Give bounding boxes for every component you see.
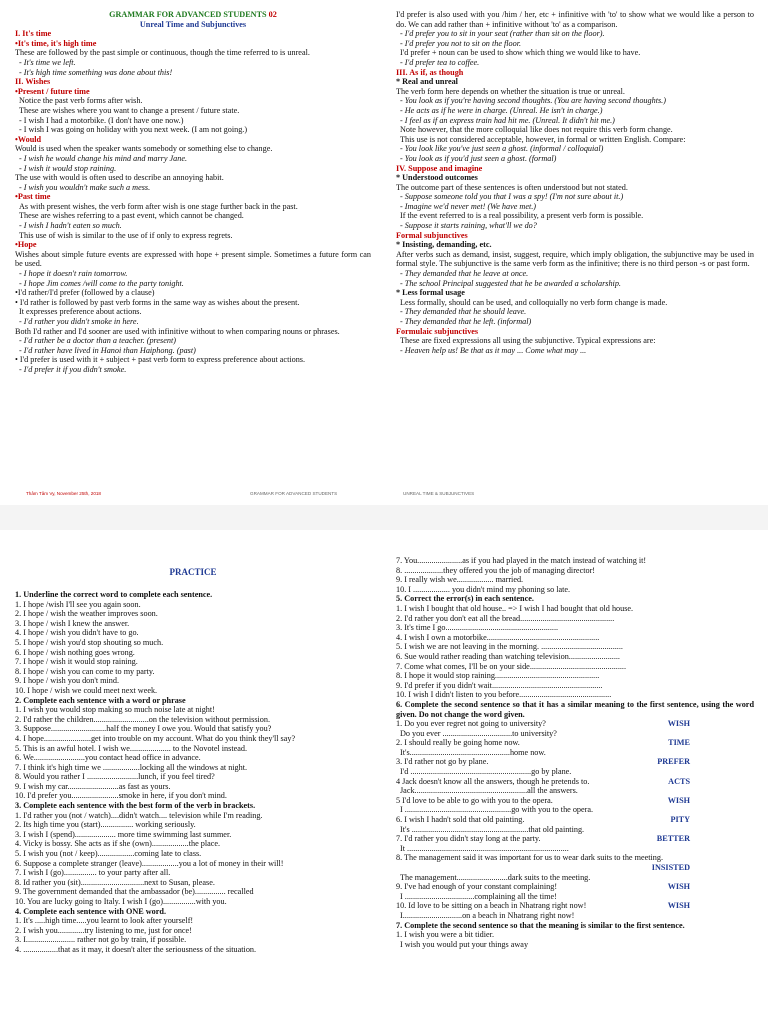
section-heading: I. It's time [15, 29, 52, 39]
text-line [396, 633, 754, 643]
text-line [396, 604, 754, 614]
text-line: It expresses preference about actions. [19, 307, 142, 317]
text-line: - I feel as if an express train had hit me. (Unreal. It didn't hit me.) [400, 115, 615, 125]
text-line [396, 815, 754, 825]
text-line: 1. I'd rather you (not / watch)....didn't watch.... television while I'm reading. [15, 810, 263, 820]
section-heading: IV. Suppose and imagine [396, 163, 483, 173]
line-text: 10. I .................. you didn't mind my phoning so late. [396, 584, 571, 594]
keyword [690, 575, 754, 585]
line-text: 1. I wish I bought that old house.. => I wish I had bought that old house. [396, 603, 634, 613]
keyword [690, 805, 754, 815]
text-line: - I wish I was going on holiday with you next week. (I am not going.) [19, 125, 248, 135]
line-text: It's .........................................................that old painting. [400, 824, 585, 834]
text-line: 4. I hope.......................get into trouble on my account. What do you think they'll say? [15, 733, 296, 743]
text-line: 2. I wish you.............try listening to me, just for once! [15, 925, 192, 935]
text-line [396, 585, 754, 595]
text-line [396, 921, 754, 931]
text-line: Notice the past verb forms after wish. [19, 96, 143, 106]
keyword: WISH [667, 795, 690, 805]
line-text: 6. I wish I hadn't sold that old painting. [396, 815, 525, 825]
keyword [525, 710, 589, 719]
text-line: - They demanded that he should leave. [400, 307, 527, 317]
text-line: 2. I hope / wish the weather improves soon. [15, 609, 158, 619]
text-line [396, 566, 754, 576]
line-text: 3. It's time I go....................................................... [396, 623, 559, 633]
text-line: Wishes about simple future events are expressed with hope + present simple. Sometimes a future form can be used. [15, 249, 371, 269]
text-line: 1. I hope /wish I'll see you again soon. [15, 599, 141, 609]
text-line: 1. It's .....high time.....you learnt to look after yourself! [15, 916, 194, 926]
text-line: 6. We.........................you contact head office in advance. [15, 753, 201, 763]
text-line [396, 594, 754, 604]
text-line: As with present wishes, the verb form after wish is one stage further back in the past. [19, 201, 298, 211]
text-line: * Insisting, demanding, etc. [396, 240, 492, 250]
text-line: * Real and unreal [396, 77, 458, 87]
text-line: The use with would is often used to describe an annoying habit. [15, 173, 224, 183]
text-line: After verbs such as demand, insist, suggest, require, which imply obligation, the subjunctive may be used in formal style. The subjunctive is the same verb form as the infinitive; there is no third person -s or past form. [396, 249, 754, 269]
text-line: 3. I hope / wish I knew the answer. [15, 618, 130, 628]
text-line: This use is not considered acceptable, however, in formal or written English. Compare: [400, 134, 686, 144]
text-line: 10. I'd prefer you.......................smoke in here, if you don't mind. [15, 791, 227, 801]
keyword [690, 681, 754, 691]
text-line: - He acts as if he were in charge. (Unreal. He isn't in charge.) [400, 105, 603, 115]
keyword [690, 940, 754, 950]
text-line [396, 844, 754, 854]
text-line: - I'd rather be a doctor than a teacher. (present) [19, 336, 176, 346]
text-line [396, 834, 754, 844]
text-line [396, 796, 754, 806]
keyword [690, 642, 754, 652]
text-line: These are fixed expressions all using the subjunctive. Typical expressions are: [400, 336, 656, 346]
text-line: - It's high time something was done about this! [19, 67, 173, 77]
text-line [396, 873, 754, 883]
text-line [396, 767, 754, 777]
keyword [690, 594, 754, 604]
text-line [396, 662, 754, 672]
text-line: Both I'd rather and I'd sooner are used with infinitive without to when comparing nouns or phrases. [15, 326, 340, 336]
text-line [396, 729, 754, 739]
line-text: I ....................................................go with you to the opera. [400, 805, 594, 815]
text-line [396, 863, 754, 873]
keyword [690, 671, 754, 681]
keyword: PITY [670, 815, 690, 825]
text-line [396, 940, 754, 950]
text-line: 2. Its high time you (start)................ working seriously. [15, 820, 196, 830]
page-gap [0, 505, 768, 530]
text-line: 7. I wish I (go)................ to your party after all. [15, 868, 171, 878]
text-line [396, 642, 754, 652]
keyword [690, 921, 754, 931]
footer-author: Thâm Tâm Vy, November 25th, 2018 [26, 491, 101, 496]
text-line [396, 805, 754, 815]
text-line: * Understood outcomes [396, 173, 478, 183]
text-line: 4. .................that as it may, it doesn't alter the seriousness of the situation. [15, 944, 257, 954]
text-line: - You look as if you're having second thoughts. (You are having second thoughts.) [400, 96, 666, 106]
theory-right-column [396, 10, 754, 355]
text-line: - I wish I had a motorbike. (I don't have one now.) [19, 115, 184, 125]
keyword [690, 566, 754, 576]
text-line [396, 892, 754, 902]
text-line [396, 614, 754, 624]
text-line: 5. I wish you (not / keep)..................coming late to class. [15, 849, 202, 859]
text-line: I'd prefer + noun can be used to show which thing we would like to have. [400, 48, 641, 58]
text-line [396, 786, 754, 796]
text-line: - Imagine we'd never met! (We have met.) [400, 201, 537, 211]
line-text: 2. I should really be going home now. [396, 738, 520, 748]
text-line: The outcome part of these sentences is often understood but not stated. [396, 182, 628, 192]
text-line [396, 757, 754, 767]
text-line: - I'd rather you didn't smoke in here. [19, 317, 139, 326]
text-line: • I'd rather is followed by past verb forms in the same way as wishes about the present. [15, 297, 300, 307]
keyword [690, 614, 754, 624]
text-line [396, 671, 754, 681]
section-heading: II. Wishes [15, 77, 51, 87]
text-line: • I'd prefer is used with it + subject + past verb form to express preference about actions. [15, 355, 306, 365]
text-line [396, 575, 754, 585]
keyword: BETTER [656, 834, 690, 844]
text-line: I'd prefer is also used with you /him / her, etc + infinitive with 'to' to show what we would like a person to do. We can add rather than + infinitive without 'to' as a comparison. [396, 10, 754, 29]
subsection-heading: •Present / future time [15, 86, 90, 96]
text-line: 4. Vicky is bossy. She acts as if she (own)..................the place. [15, 839, 221, 849]
text-line: - I'd prefer tea to coffee. [400, 57, 480, 67]
text-line: 3. I........................ rather not go by train, if possible. [15, 935, 187, 945]
line-text: 6. Complete the second sentence so that it has a similar meaning to the first sentence, using the word given. Do not change the word given. [396, 699, 754, 719]
text-line: 5. I hope / wish you'd stop shouting so much. [15, 637, 164, 647]
text-line: 3. Suppose...........................half the money I owe you. Would that satisfy you? [15, 724, 272, 734]
practice-left-column [15, 590, 371, 955]
keyword [690, 690, 754, 700]
text-line: - Heaven help us! Be that as it may ... Come what may ... [400, 345, 587, 355]
line-text: 7. You......................as if you had played in the match instead of watching it! [396, 556, 647, 565]
text-line: - I hope it doesn't rain tomorrow. [19, 269, 128, 279]
exercise-heading: 3. Complete each sentence with the best form of the verb in brackets. [15, 801, 256, 811]
theory-left-column [15, 10, 371, 375]
doc-number: 02 [268, 10, 277, 19]
line-text: I wish you would put your things away [400, 939, 529, 949]
text-line: - I'd prefer you to sit in your seat (rather than sit on the floor). [400, 29, 605, 39]
subsection-heading: •Would [15, 134, 42, 144]
text-line [396, 853, 754, 863]
keyword: TIME [668, 738, 690, 748]
line-text: Do you ever ..................................to university? [400, 728, 557, 738]
text-line: - I wish I hadn't eaten so much. [19, 221, 122, 231]
line-text: 7. Complete the second sentence so that the meaning is similar to the first sentence. [396, 920, 685, 930]
text-line: 9. I wish my car.........................as fast as yours. [15, 781, 171, 791]
text-line: Note however, that the more colloquial like does not require this verb form change. [400, 125, 673, 135]
footer-title: GRAMMAR FOR ADVANCED STUDENTS [250, 491, 338, 496]
text-line: 7. I hope / wish it would stop raining. [15, 657, 138, 667]
text-line: 9. I hope / wish you don't mind. [15, 676, 120, 686]
keyword [690, 767, 754, 777]
keyword [690, 729, 754, 739]
text-line: - I'd prefer it if you didn't smoke. [19, 364, 127, 374]
text-line [396, 901, 754, 911]
line-text: 8. ...................they offered you the job of managing director! [396, 565, 596, 575]
text-line: - I wish he would change his mind and marry Jane. [19, 153, 188, 163]
text-line [396, 719, 754, 729]
section-heading: III. As if, as though [396, 67, 464, 77]
text-line [396, 700, 754, 719]
text-line [396, 777, 754, 787]
text-line [396, 556, 754, 566]
text-line: * Less formal usage [396, 288, 465, 298]
keyword [690, 585, 754, 595]
text-line: - The school Principal suggested that he be awarded a scholarship. [400, 278, 621, 288]
text-line [396, 623, 754, 633]
keyword [690, 844, 754, 854]
text-line: •I'd rather/I'd prefer (followed by a clause) [15, 288, 155, 298]
keyword [690, 633, 754, 643]
line-text: 3. I'd rather not go by plane. [396, 757, 489, 767]
line-text: I'd ...........................................................go by plane. [400, 767, 572, 777]
keyword: WISH [667, 719, 690, 729]
line-text: 4 Jack doesn't know all the answers, though he pretends to. [396, 776, 590, 786]
line-text: 7. I'd rather you didn't stay long at the party. [396, 834, 541, 844]
keyword [690, 853, 754, 863]
line-text: 5. Correct the error(s) in each sentence. [396, 594, 534, 604]
line-text: 10. Id love to be sitting on a beach in Nhatrang right now! [396, 901, 587, 911]
text-line [396, 911, 754, 921]
text-line: The verb form here depends on whether the situation is true or unreal. [396, 86, 625, 96]
text-line [396, 681, 754, 691]
keyword [690, 786, 754, 796]
line-text: It ............................................................................... [400, 843, 569, 853]
keyword [690, 623, 754, 633]
keyword: WISH [667, 882, 690, 892]
text-line: These are wishes referring to a past event, which cannot be changed. [19, 211, 244, 221]
keyword [690, 892, 754, 902]
line-text: The management.........................dark suits to the meeting. [400, 872, 591, 882]
text-line: 5. This is an awful hotel. I wish we.................... to the Novotel instead. [15, 743, 248, 753]
text-line: 7. I think it's high time we ..................locking all the windows at night. [15, 762, 248, 772]
line-text: Jack.......................................................all the answers. [400, 786, 578, 796]
keyword [690, 748, 754, 758]
line-text: 10. I wish I didn't listen to you before............................................. [396, 690, 612, 700]
text-line: - I wish it would stop raining. [19, 163, 117, 173]
text-line: - You look as if you'd just seen a ghost. (formal) [400, 153, 557, 163]
line-text: 9. I've had enough of your constant complaining! [396, 882, 558, 892]
line-text: I.............................on a beach in Nhatrang right now! [400, 910, 575, 920]
line-text: 6. Sue would rather reading than watching television......................... [396, 651, 620, 661]
line-text: 5 I'd love to be able to go with you to the opera. [396, 795, 553, 805]
doc-subtitle: Unreal Time and Subjunctives [139, 19, 247, 29]
keyword [690, 873, 754, 883]
text-line: These are wishes where you want to change a present / future state. [19, 105, 240, 115]
text-line: - It's time we left. [19, 57, 76, 67]
text-line: 8. Id rather you (sit)...............................next to Susan, please. [15, 877, 215, 887]
subsection-heading: •Past time [15, 192, 51, 202]
keyword [690, 825, 754, 835]
text-line: Would is used when the speaker wants somebody or something else to change. [15, 144, 273, 154]
text-line [396, 690, 754, 700]
line-text: 9. I really wish we.................. married. [396, 575, 524, 585]
text-line: - You look like you've just seen a ghost. (informal / colloquial) [400, 144, 604, 154]
practice-title: PRACTICE [169, 567, 217, 577]
keyword: INSISTED [651, 863, 690, 872]
footer-topic: UNREAL TIME & SUBJUNCTIVES [403, 491, 475, 496]
text-line: This use of wish is similar to the use of if only to express regrets. [19, 230, 233, 240]
line-text: 1. Do you ever regret not going to university? [396, 719, 546, 729]
keyword: WISH [667, 901, 690, 911]
keyword [690, 911, 754, 921]
text-line: 6. Suppose a complete stranger (leave)..................you a lot of money in their will! [15, 858, 284, 868]
subsection-heading: •It's time, it's high time [15, 38, 97, 48]
line-text: 7. Come what comes, I'll be on your side............................................... [396, 661, 627, 671]
keyword [690, 604, 754, 614]
keyword [690, 930, 754, 940]
line-text: 5. I wish we are not leaving in the morning. ........................................ [396, 642, 623, 652]
text-line: 10. You are lucky going to Italy. I wish I (go)................with you. [15, 897, 227, 906]
text-line [396, 748, 754, 758]
doc-title: GRAMMAR FOR ADVANCED STUDENTS 02 [109, 10, 277, 19]
keyword [690, 556, 754, 566]
text-line [396, 738, 754, 748]
text-line: - They demanded that he leave at once. [400, 269, 529, 279]
line-text: 8. I hope it would stop raining................................................... [396, 671, 600, 681]
text-line: 3. I wish I (spend).................... more time swimming last summer. [15, 829, 232, 839]
page-2 [0, 530, 768, 1024]
line-text: 1. I wish you were a bit tidier. [396, 930, 495, 940]
text-line: 2. I'd rather the children...........................on the television without permission. [15, 714, 271, 724]
line-text: 4. I wish I own a motorbike....................................................... [396, 632, 600, 642]
text-line: 8. Would you rather I .........................lunch, if you feel tired? [15, 772, 215, 782]
text-line: These are followed by the past simple or continuous, though the time referred to is unreal. [15, 48, 310, 58]
line-text: 2. I'd rather you don't eat all the bread.............................................. [396, 613, 615, 623]
practice-right-column [396, 556, 754, 949]
page-1 [0, 0, 768, 505]
text-line: - Suppose it starts raining, what'll we do? [400, 221, 537, 231]
exercise-heading: 2. Complete each sentence with a word or phrase [15, 695, 186, 705]
page-footer [0, 488, 768, 500]
text-line: - I'd prefer you not to sit on the floor. [400, 38, 522, 48]
text-line: - They demanded that he left. (informal) [400, 317, 532, 326]
text-line: - I wish you wouldn't make such a mess. [19, 182, 151, 192]
text-line: - I'd rather have lived in Hanoi than Haiphong. (past) [19, 345, 196, 355]
text-line: 6. I hope / wish nothing goes wrong. [15, 647, 135, 657]
text-line: If the event referred to is a real possibility, a present verb form is possible. [400, 211, 644, 221]
text-line: 10. I hope / wish we could meet next week. [15, 685, 158, 695]
text-line: 8. I hope / wish you can come to my party. [15, 666, 155, 676]
section-heading: Formulaic subjunctives [396, 326, 479, 336]
subsection-heading: •Hope [15, 240, 37, 250]
text-line: 9. The government demanded that the ambassador (be)............... recalled [15, 887, 254, 897]
keyword [690, 662, 754, 672]
text-line: - Suppose someone told you that I was a spy! (I'm not sure about it.) [400, 192, 624, 202]
text-line: 4. I hope / wish you didn't have to go. [15, 628, 139, 638]
line-text: I ..................................complaining all the time! [400, 891, 557, 901]
exercise-heading: 4. Complete each sentence with ONE word. [15, 906, 166, 916]
text-line [396, 930, 754, 940]
text-line [396, 652, 754, 662]
line-text: 9. I'd prefer if you didn't wait...................................................... [396, 680, 603, 690]
section-heading: Formal subjunctives [396, 230, 468, 240]
keyword [690, 652, 754, 662]
keyword: ACTS [668, 776, 690, 786]
keyword: PREFER [657, 757, 690, 767]
text-line: - I hope Jim comes /will come to the party tonight. [19, 278, 184, 288]
line-text: It's.................................................home now. [400, 747, 546, 757]
text-line [396, 825, 754, 835]
text-line: 1. I wish you would stop making so much noise late at night! [15, 705, 215, 715]
text-line [396, 882, 754, 892]
exercise-heading: 1. Underline the correct word to complete each sentence. [15, 590, 213, 599]
line-text: 8. The management said it was important for us to wear dark suits to the meeting. [396, 853, 664, 863]
text-line: Less formally, should can be used, and colloquially no verb form change is made. [400, 297, 668, 307]
